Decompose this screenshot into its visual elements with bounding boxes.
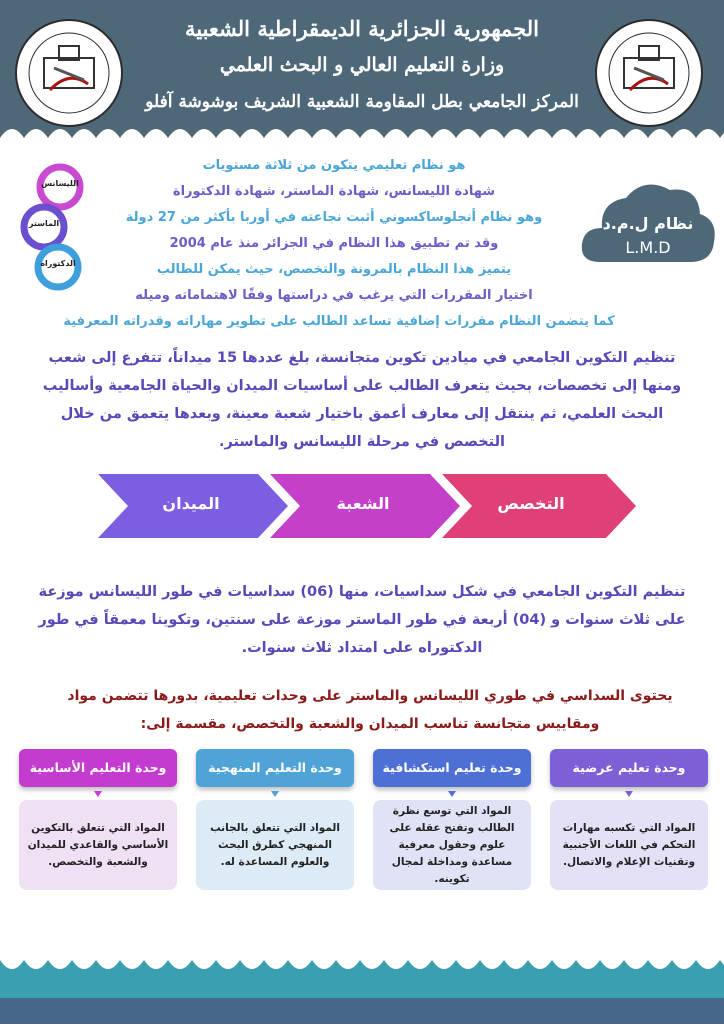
intro-line: يتميز هذا النظام بالمرونة والتخصص، حيث يمكن للطالب	[156, 262, 512, 277]
intro-line: هو نظام تعليمي يتكون من ثلاثة مستويات	[202, 158, 466, 173]
unit-card-desc: المواد التي تكسبه مهارات التحكم في اللغات الأجنبية وتقنيات الإعلام والاتصال.	[550, 800, 708, 890]
header-line-republic: الجمهورية الجزائرية الديمقراطية الشعبية	[184, 16, 539, 41]
arrow-branch: الشعبة	[336, 494, 390, 513]
unit-card-desc: المواد التي تتعلق بالتكوين الأساسي والقاعدي للميدان والشعبة والتخصص.	[19, 800, 177, 890]
down-arrow-icon	[271, 791, 279, 797]
paragraph-units-intro: يحتوى السداسي في طوري الليسانس والماستر على وحدات تعليمية، بدورها تتضمن مواد ومقاييس متجانسة تناسب الميدان والشعبة والتخصص، مقسمة إلى:	[67, 688, 673, 732]
intro-line: وقد تم تطبيق هذا النظام في الجزائر منذ عام 2004	[169, 236, 499, 251]
arrow-specialty: التخصص	[497, 494, 565, 513]
cloud-subtitle: L.M.D	[625, 238, 671, 257]
university-logo-left	[14, 18, 124, 128]
cycle-item-doctorate: الدكتوراه	[40, 259, 76, 268]
cloud-title: نظام ل.م.د	[602, 214, 694, 233]
header-line-center: المركز الجامعي بطل المقاومة الشعبية الشريف بوشوشة آفلو	[145, 92, 579, 112]
unit-card-title: وحدة التعليم المنهجية	[196, 749, 354, 787]
paragraph-domains: تنظيم التكوين الجامعي في ميادين تكوين متجانسة، بلغ عددها 15 ميداناً، تتفرع إلى شعب ومنها إلى تخصصات، بحيث يتعرف الطالب على أساسيات الميدان والحياة الجامعية وأساليب البحث العلمي، ثم ينتقل إلى معارف أعمق باختيار شعبة معينة، وبعدها يتعمق من خلال التخصص في مرحلة الليسانس والماستر.	[42, 350, 682, 450]
cycle-item-master: الماستر	[28, 219, 60, 228]
paragraph-semesters: تنظيم التكوين الجامعي في شكل سداسيات، منها (06) سداسيات في طور الليسانس موزعة على ثلاث سنوات و (04) أربعة في طور الماستر موزعة على سنتين، وتكوينا معمقاً في طور الدكتوراه على امتداد ثلاث سنوات.	[38, 584, 686, 656]
down-arrow-icon	[448, 791, 456, 797]
intro-line: وهو نظام أنجلوساكسوني أثبت نجاعته في أوربا بأكثر من 27 دولة	[125, 210, 543, 225]
unit-card-title: وحدة تعليم استكشافية	[373, 749, 531, 787]
progression-arrows	[98, 474, 636, 538]
lmd-cloud	[578, 172, 718, 272]
unit-card-title: وحدة التعليم الأساسية	[19, 749, 177, 787]
degree-cycle-diagram	[8, 163, 108, 313]
cycle-item-licence: الليسانس	[41, 179, 79, 188]
intro-line: كما يتضمن النظام مقررات إضافية تساعد الطالب على تطوير مهاراته وقدراته المعرفية	[63, 314, 615, 329]
intro-line: اختيار المقررات التي يرغب في دراستها وفقًا لاهتماماته وميله	[135, 288, 533, 303]
header-line-ministry: وزارة التعليم العالي و البحث العلمي	[219, 54, 505, 76]
intro-line: شهادة الليسانس، شهادة الماستر، شهادة الدكتوراة	[172, 184, 496, 199]
arrow-field: الميدان	[162, 494, 220, 513]
unit-card-desc: المواد التي توسع نظرة الطالب وتفتح عقله على علوم وحقول معرفية مساعدة ومداخلة لمجال تكوينه.	[373, 800, 531, 890]
footer-wave	[0, 940, 724, 1024]
down-arrow-icon	[625, 791, 633, 797]
down-arrow-icon	[94, 791, 102, 797]
unit-card-desc: المواد التي تتعلق بالجانب المنهجي كطرق البحث والعلوم المساعدة له.	[196, 800, 354, 890]
university-logo-right	[594, 18, 704, 128]
unit-card-title: وحدة تعليم عرضية	[550, 749, 708, 787]
